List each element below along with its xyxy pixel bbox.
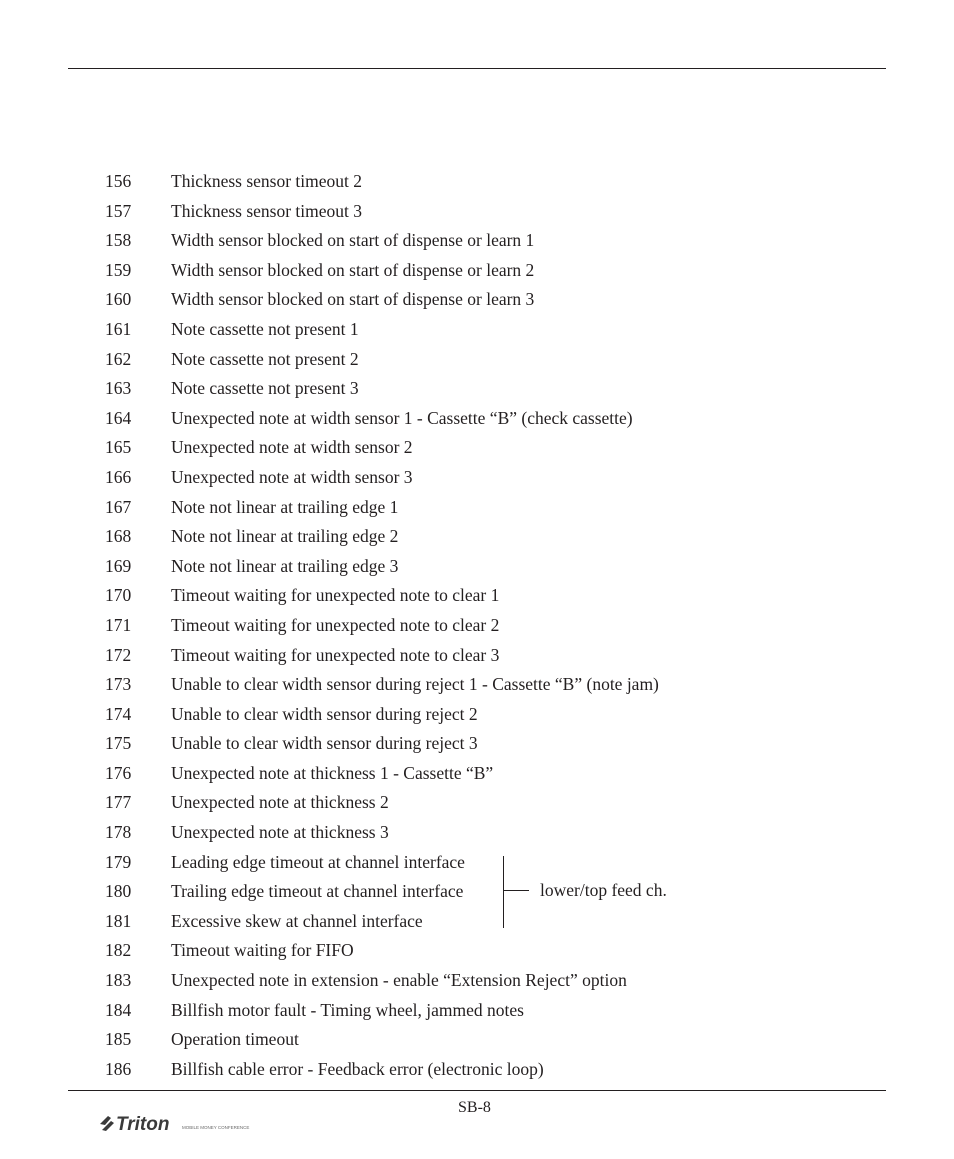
error-code-description: Unexpected note at width sensor 3 — [171, 466, 413, 487]
error-code-description: Excessive skew at channel interface — [171, 910, 423, 931]
error-code-description: Trailing edge timeout at channel interface — [171, 881, 464, 902]
error-code-description: Unexpected note at thickness 1 - Cassette “B” — [171, 762, 494, 783]
error-code-number: 162 — [105, 348, 132, 369]
bracket-vertical — [503, 856, 504, 928]
list-item — [105, 374, 825, 404]
error-code-description: Width sensor blocked on start of dispense or learn 2 — [171, 259, 535, 280]
error-code-number: 186 — [105, 1058, 132, 1079]
error-code-description: Billfish cable error - Feedback error (electronic loop) — [171, 1058, 544, 1079]
error-code-description: Timeout waiting for FIFO — [171, 940, 354, 961]
error-code-description: Leading edge timeout at channel interface — [171, 851, 465, 872]
error-code-number: 172 — [105, 644, 132, 665]
error-code-description: Operation timeout — [171, 1029, 299, 1050]
error-code-description: Billfish motor fault - Timing wheel, jammed notes — [171, 999, 524, 1020]
error-code-number: 178 — [105, 822, 132, 843]
error-code-number: 177 — [105, 792, 132, 813]
error-code-description: Unable to clear width sensor during reject 2 — [171, 703, 478, 724]
error-code-number: 159 — [105, 259, 132, 280]
list-item — [105, 936, 825, 966]
error-code-description: Unexpected note at width sensor 1 - Cassette “B” (check cassette) — [171, 407, 633, 428]
list-item — [105, 345, 825, 375]
error-code-description: Note cassette not present 1 — [171, 318, 359, 339]
error-code-number: 185 — [105, 1029, 132, 1050]
list-item — [105, 818, 825, 848]
list-item — [105, 700, 825, 730]
error-code-number: 157 — [105, 200, 132, 221]
list-item — [105, 759, 825, 789]
error-code-description: Note cassette not present 2 — [171, 348, 359, 369]
list-item — [105, 788, 825, 818]
error-code-number: 176 — [105, 762, 132, 783]
error-code-description: Timeout waiting for unexpected note to clear 2 — [171, 614, 500, 635]
error-code-description: Unexpected note at width sensor 2 — [171, 437, 413, 458]
list-item — [105, 493, 825, 523]
list-item — [105, 315, 825, 345]
list-item — [105, 581, 825, 611]
list-item — [105, 285, 825, 315]
error-code-number: 170 — [105, 585, 132, 606]
list-item — [105, 433, 825, 463]
error-code-description: Thickness sensor timeout 3 — [171, 200, 363, 221]
list-item — [105, 641, 825, 671]
error-code-number: 175 — [105, 733, 132, 754]
list-item — [105, 670, 825, 700]
list-item — [105, 226, 825, 256]
error-code-number: 182 — [105, 940, 132, 961]
error-code-description: Unable to clear width sensor during reject 3 — [171, 733, 478, 754]
error-code-description: Width sensor blocked on start of dispense or learn 3 — [171, 289, 535, 310]
list-item — [105, 522, 825, 552]
list-item — [105, 1025, 825, 1055]
error-code-description: Note not linear at trailing edge 1 — [171, 496, 399, 517]
triton-logo — [98, 1108, 268, 1144]
error-code-number: 180 — [105, 881, 132, 902]
error-code-description: Width sensor blocked on start of dispense or learn 1 — [171, 230, 535, 251]
logo-tagline: MOBILE MONEY CONFERENCE — [182, 1125, 250, 1130]
bracket-horizontal — [503, 890, 529, 891]
error-code-number: 181 — [105, 910, 132, 931]
list-item — [105, 256, 825, 286]
error-code-description: Thickness sensor timeout 2 — [171, 171, 363, 191]
error-code-description: Timeout waiting for unexpected note to clear 3 — [171, 644, 500, 665]
error-code-number: 179 — [105, 851, 132, 872]
error-code-number: 167 — [105, 496, 132, 517]
error-code-number: 184 — [105, 999, 132, 1020]
page-number: SB-8 — [458, 1099, 491, 1116]
error-code-number: 164 — [105, 407, 132, 428]
error-code-description: Unable to clear width sensor during reject 1 - Cassette “B” (note jam) — [171, 674, 659, 695]
list-item — [105, 996, 825, 1026]
error-code-description: Note cassette not present 3 — [171, 378, 359, 399]
error-code-number: 156 — [105, 171, 132, 191]
error-code-description: Timeout waiting for unexpected note to clear 1 — [171, 585, 500, 606]
list-item — [105, 197, 825, 227]
footer-rule — [68, 1090, 886, 1091]
error-code-number: 166 — [105, 466, 132, 487]
list-item — [105, 463, 825, 493]
bracket-note: lower/top feed ch. — [540, 880, 667, 900]
error-code-number: 173 — [105, 674, 132, 695]
error-code-description: Note not linear at trailing edge 2 — [171, 526, 399, 547]
error-code-number: 183 — [105, 970, 132, 991]
list-item — [105, 552, 825, 582]
list-item — [105, 729, 825, 759]
error-code-number: 174 — [105, 703, 132, 724]
error-code-description: Unexpected note in extension - enable “Extension Reject” option — [171, 970, 627, 991]
logo-wordmark: Triton — [116, 1114, 170, 1135]
list-item — [105, 404, 825, 434]
list-item — [105, 877, 825, 907]
error-code-number: 160 — [105, 289, 132, 310]
header-rule — [68, 68, 886, 69]
error-code-list — [105, 167, 825, 1084]
list-item — [105, 167, 825, 197]
error-code-number: 171 — [105, 614, 132, 635]
list-item — [105, 848, 825, 878]
error-code-number: 168 — [105, 526, 132, 547]
list-item — [105, 907, 825, 937]
error-code-description: Note not linear at trailing edge 3 — [171, 555, 399, 576]
error-code-number: 165 — [105, 437, 132, 458]
list-item — [105, 1055, 825, 1085]
error-code-description: Unexpected note at thickness 2 — [171, 792, 389, 813]
error-code-number: 163 — [105, 378, 132, 399]
error-code-description: Unexpected note at thickness 3 — [171, 822, 389, 843]
list-item — [105, 611, 825, 641]
error-code-number: 161 — [105, 318, 132, 339]
error-code-number: 169 — [105, 555, 132, 576]
error-code-number: 158 — [105, 230, 132, 251]
list-item — [105, 966, 825, 996]
